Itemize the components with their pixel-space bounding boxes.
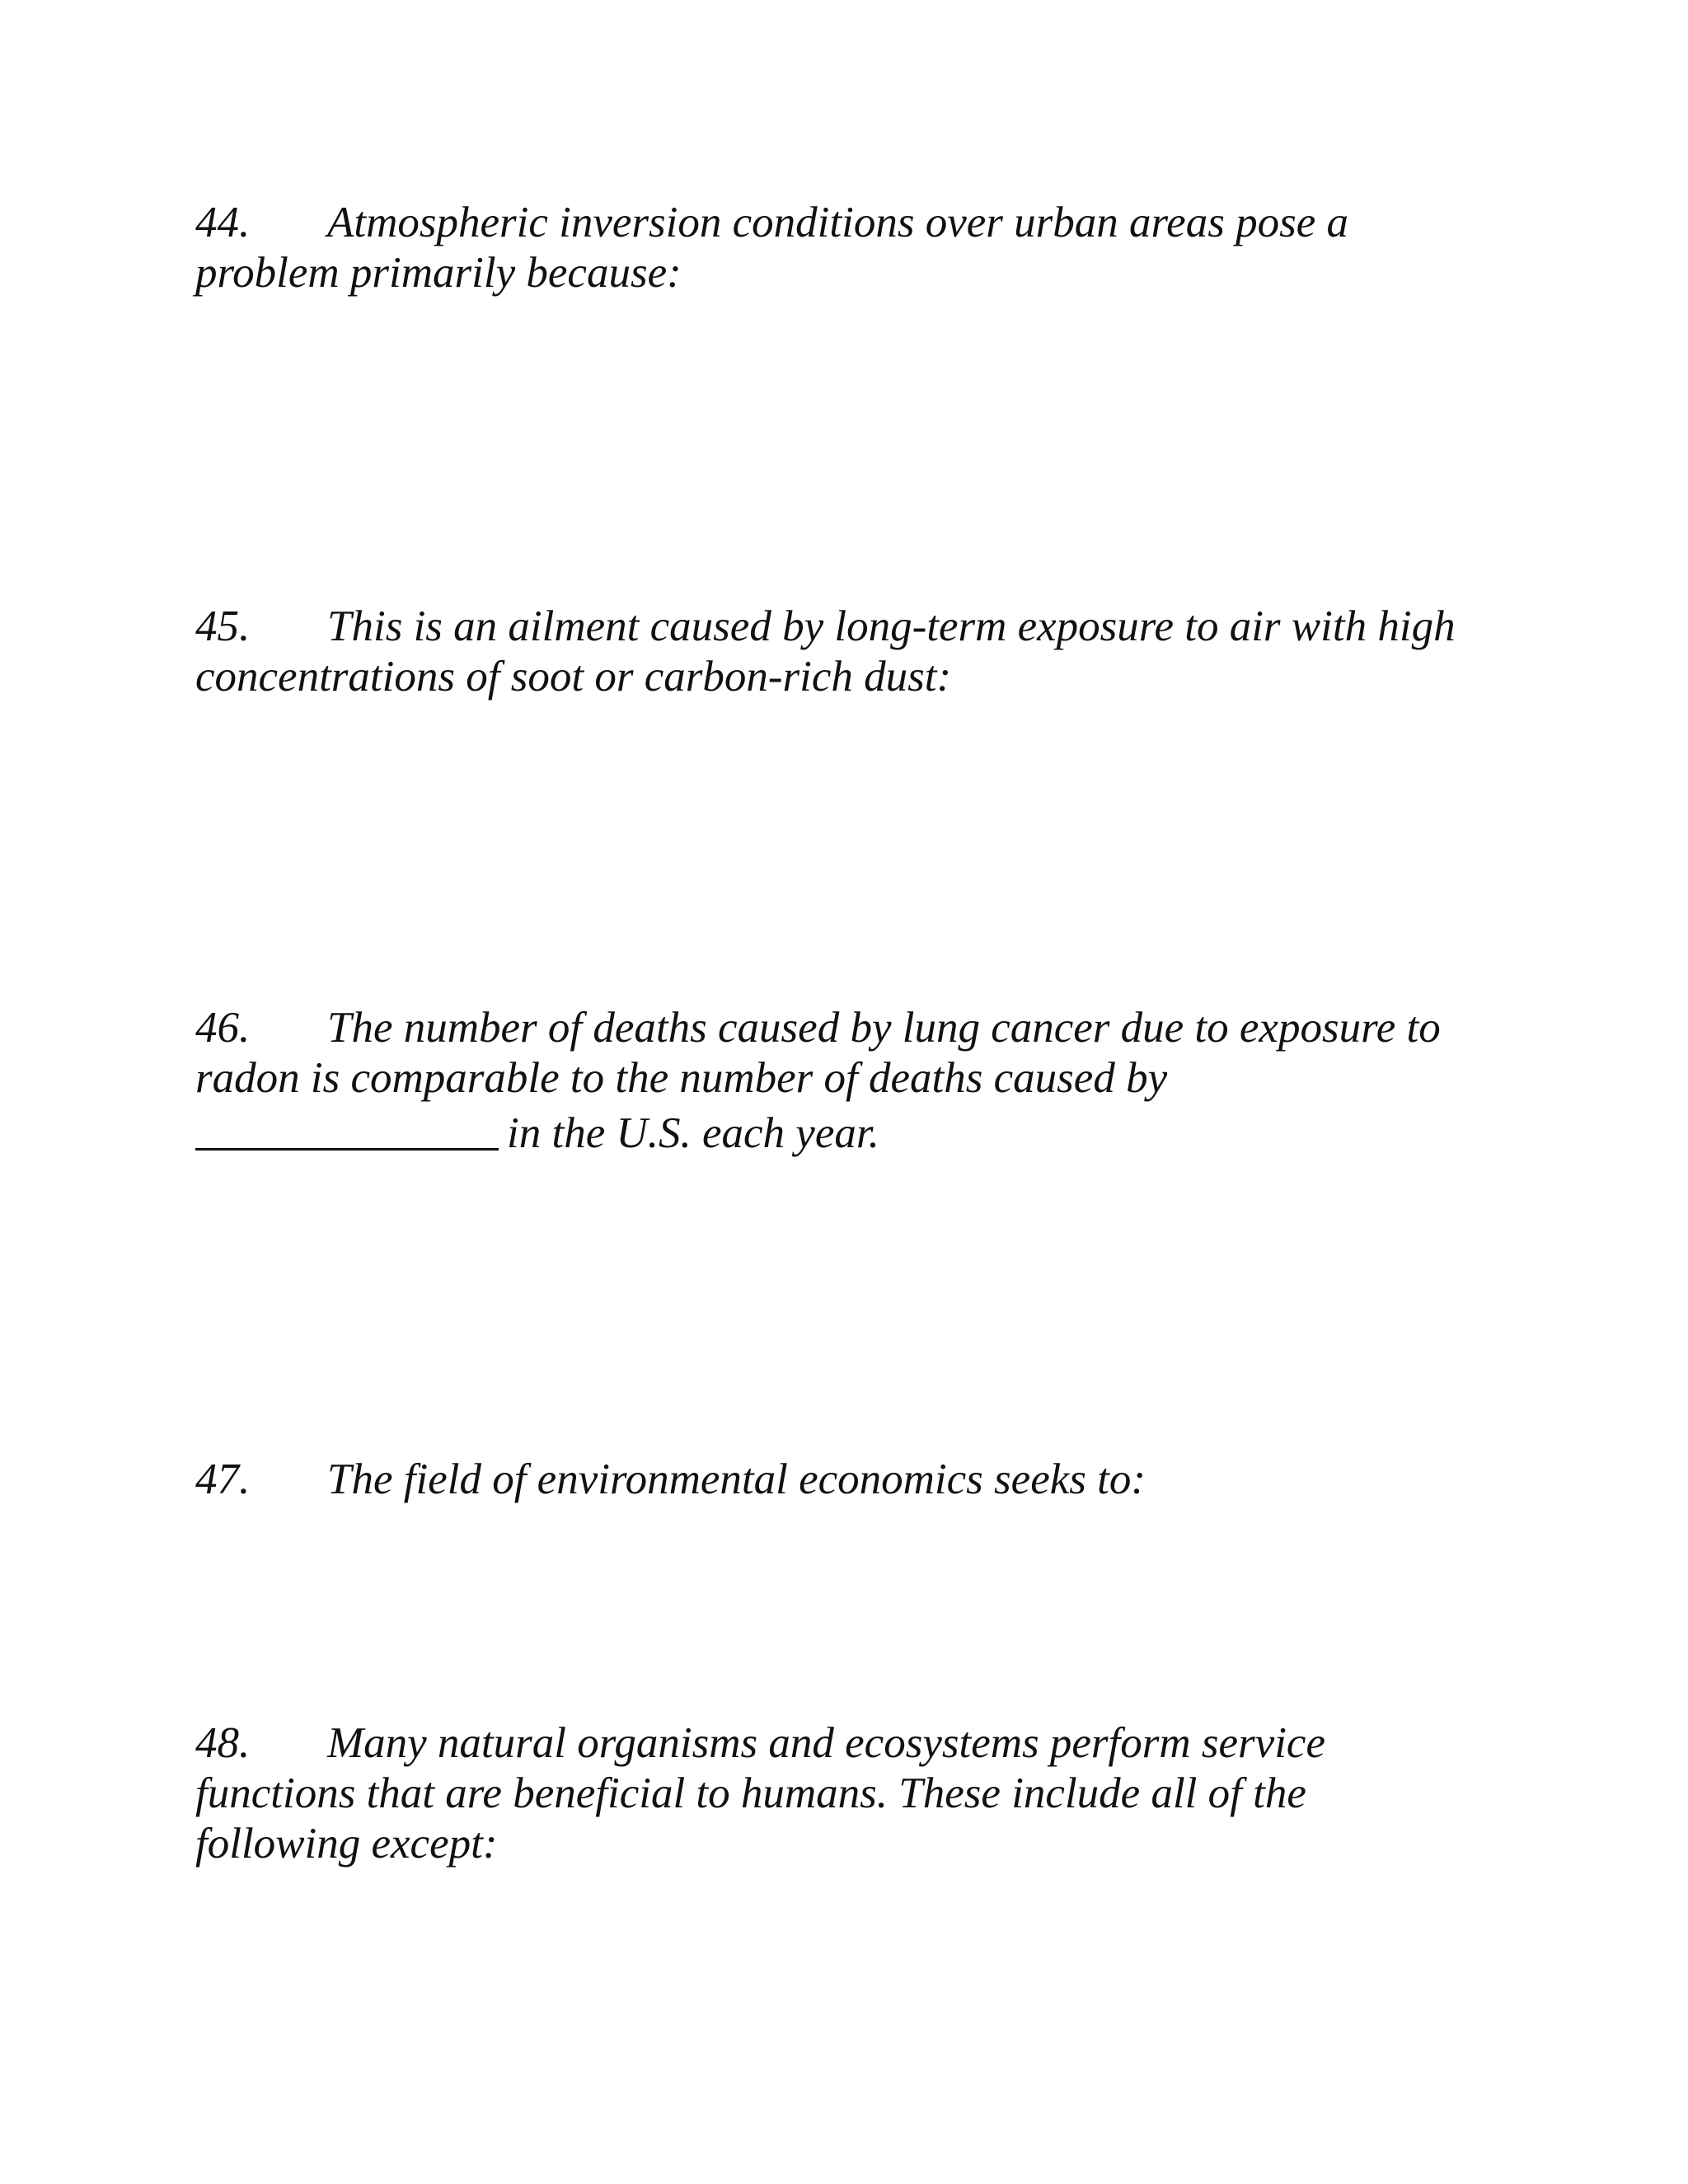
- question-number: 44.: [195, 199, 251, 246]
- question-line: radon is comparable to the number of deaths caused by: [195, 1054, 1168, 1102]
- question-text: The field of environmental economics seeks to:: [327, 1455, 1146, 1503]
- question-number: 45.: [195, 602, 251, 650]
- question-line: [195, 1104, 1514, 1159]
- question-number: 48.: [195, 1719, 251, 1767]
- question-line: [195, 198, 1514, 248]
- question-45: [195, 602, 1514, 702]
- question-text: in the U.S. each year.: [507, 1109, 879, 1157]
- question-text: The number of deaths caused by lung cancer due to exposure to: [327, 1004, 1441, 1052]
- question-line: problem primarily because:: [195, 249, 682, 297]
- question-number: 47.: [195, 1455, 251, 1503]
- question-44: [195, 198, 1514, 298]
- question-line: functions that are beneficial to humans. These include all of the: [195, 1769, 1306, 1817]
- question-line: concentrations of soot or carbon-rich dust:: [195, 653, 952, 701]
- question-46: [195, 1003, 1514, 1159]
- question-number: 46.: [195, 1004, 251, 1052]
- question-text: This is an ailment caused by long-term exposure to air with high: [327, 602, 1456, 650]
- question-line: [195, 1718, 1514, 1769]
- question-line: [195, 1455, 1514, 1505]
- question-48: [195, 1718, 1514, 1869]
- question-line: following except:: [195, 1820, 498, 1868]
- fill-in-blank: [195, 1107, 499, 1151]
- question-text: Many natural organisms and ecosystems perform service: [327, 1719, 1325, 1767]
- question-line: [195, 602, 1514, 652]
- question-47: [195, 1455, 1514, 1505]
- question-line: [195, 1003, 1514, 1053]
- question-text: Atmospheric inversion conditions over urban areas pose a: [327, 199, 1348, 246]
